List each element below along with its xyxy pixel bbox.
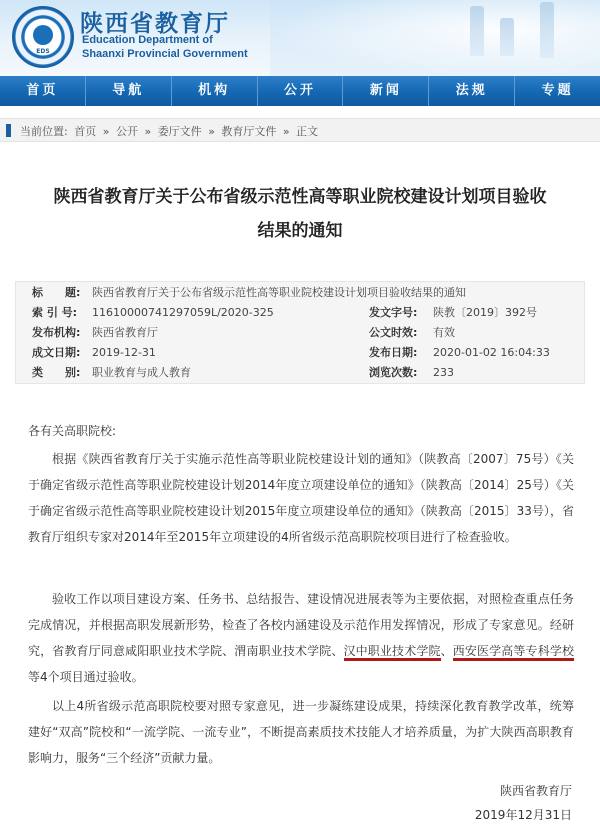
site-name-cn[interactable]: 陕西省教育厅: [80, 11, 230, 37]
info-docno-value: 陕教〔2019〕392号: [433, 306, 537, 319]
paragraph-2-text-c: 等4个项目通过验收。: [28, 670, 144, 684]
breadcrumb-separator: »: [282, 125, 290, 138]
info-title-value: 陕西省教育厅关于公布省级示范性高等职业院校建设计划项目验收结果的通知: [92, 286, 466, 299]
site-logo-emblem[interactable]: [12, 6, 74, 68]
page-title-line1: 陕西省教育厅关于公布省级示范性高等职业院校建设计划项目验收: [53, 187, 547, 207]
highlighted-college-hanzhong: 汉中职业技术学院: [344, 644, 441, 661]
breadcrumb-link-disclosure[interactable]: 公开: [115, 125, 138, 138]
info-created-label: 成文日期:: [32, 346, 81, 359]
breadcrumb-bar: [0, 118, 600, 142]
info-docno-label: 发文字号:: [369, 306, 418, 319]
info-index-label: 索 引 号:: [32, 306, 78, 319]
signature-date: 2019年12月31日: [474, 808, 572, 822]
site-header: [0, 0, 600, 76]
page-title: [30, 180, 570, 248]
paragraph-2-text-a: 验收工作以项目建设方案、任务书、总结报告、建设情况进展表等为主要依据，对照检查重点任务完成情况，并根据高职发展新形势，检查了各校内涵建设及示范作用发挥情况，形成了专家意见。经研究，省教育厅同意咸阳职业技术学院、渭南职业技术学院、: [28, 592, 574, 658]
nav-item-topics[interactable]: 专题: [541, 83, 574, 98]
breadcrumb-link-home[interactable]: 首页: [74, 125, 97, 138]
main-nav: [0, 76, 600, 106]
info-row: [16, 363, 586, 383]
breadcrumb-separator: »: [208, 125, 215, 138]
header-skyline: [500, 18, 514, 56]
info-title-label: 标 题:: [32, 286, 81, 299]
info-row: [16, 343, 586, 363]
info-validity-label: 公文时效:: [369, 326, 418, 339]
info-row: [16, 303, 586, 323]
info-category-value: 职业教育与成人教育: [92, 366, 191, 379]
info-category-label: 类 别:: [32, 366, 81, 379]
info-published-label: 发布日期:: [369, 346, 418, 359]
breadcrumb-marker-icon: [6, 124, 11, 137]
nav-item-organization[interactable]: 机构: [172, 76, 258, 106]
emblem-text: EDS: [36, 48, 50, 55]
signature-organization: 陕西省教育厅: [499, 784, 572, 798]
breadcrumb-current: 正文: [296, 125, 319, 138]
paragraph-1: 根据《陕西省教育厅关于实施示范性高等职业院校建设计划的通知》（陕教高〔2007〕75号）《关于确定省级示范性高等职业院校建设计划2014年度立项建设单位的通知》（陕教高〔2014〕25号）《关于确定省级示范性高等职业院校建设计划2015年度立项建设单位的通知》（陕教高〔2015〕33号），省教育厅组织专家对2014年至2015年立项建设的4所省级示范高职院校项目进行了检查验收。: [28, 452, 574, 544]
nav-item-guide[interactable]: 导航: [86, 76, 172, 106]
greeting: 各有关高职院校:: [28, 424, 117, 438]
site-name-en-line1: Education Department of: [82, 34, 213, 46]
page-title-line2: 结果的通知: [257, 221, 343, 241]
paragraph-2: [28, 586, 574, 690]
info-created-value: 2019-12-31: [92, 346, 156, 359]
info-index-value: 11610000741297059L/2020-325: [92, 306, 274, 319]
info-views-value: 233: [433, 366, 454, 379]
nav-item-regulations[interactable]: 法规: [429, 76, 515, 106]
header-skyline: [540, 2, 554, 58]
info-row: [16, 283, 586, 303]
document-info-table: [15, 281, 585, 384]
info-row: [16, 323, 586, 343]
info-issuer-value: 陕西省教育厅: [92, 326, 158, 339]
header-skyline: [470, 6, 484, 56]
paragraph-3: 以上4所省级示范高职院校要对照专家意见，进一步凝练建设成果，持续深化教育教学改革，统筹建好“双高”院校和“一流学院、一流专业”，不断提高素质技术技能人才培养质量，为扩大陕西高职教育影响力，服务“三个经济”贡献力量。: [28, 699, 574, 765]
info-validity-value: 有效: [433, 326, 455, 339]
breadcrumb: [20, 123, 321, 139]
info-views-label: 浏览次数:: [369, 366, 418, 379]
emblem-core: [33, 25, 53, 45]
info-published-value: 2020-01-02 16:04:33: [433, 346, 550, 359]
breadcrumb-link-department-files[interactable]: 委厅文件: [157, 125, 202, 138]
breadcrumb-separator: »: [144, 125, 152, 138]
nav-item-disclosure[interactable]: 公开: [258, 76, 344, 106]
breadcrumb-link-edu-files[interactable]: 教育厅文件: [221, 125, 277, 138]
nav-item-news[interactable]: 新闻: [343, 76, 429, 106]
site-name-en-line2: Shaanxi Provincial Government: [82, 48, 248, 60]
highlighted-college-xian-medical: 西安医学高等专科学校: [453, 644, 574, 661]
paragraph-2-text-b: 、: [440, 644, 453, 658]
info-issuer-label: 发布机构:: [32, 326, 81, 339]
nav-item-home[interactable]: 首页: [0, 76, 86, 106]
breadcrumb-separator: »: [102, 125, 110, 138]
breadcrumb-prefix: 当前位置:: [20, 125, 68, 138]
